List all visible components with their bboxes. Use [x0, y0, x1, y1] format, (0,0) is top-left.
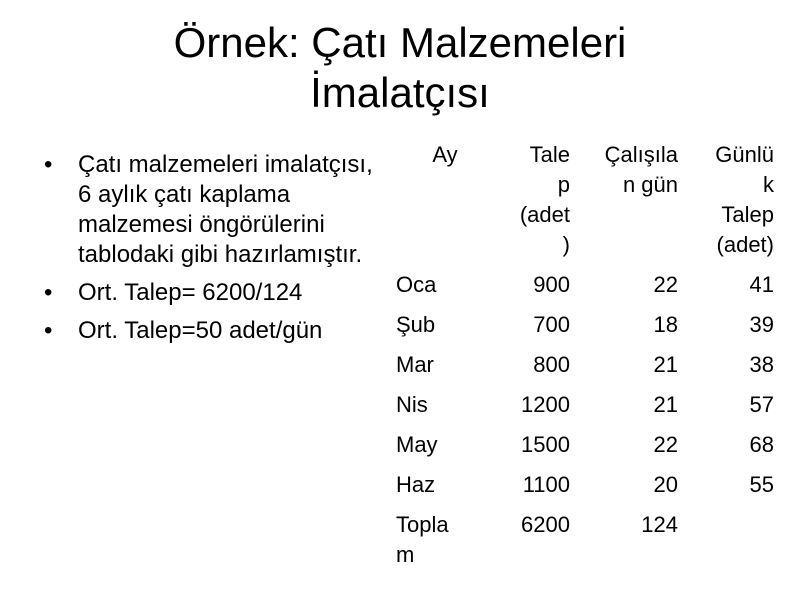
cell-talep: 1500 [521, 432, 570, 457]
slide-title-line1: Örnek: Çatı Malzemeleri [173, 19, 627, 66]
cell-gunluk: 68 [749, 432, 774, 457]
cell-gunluk: 39 [749, 312, 774, 337]
bullet-item: • Ort. Talep=50 adet/gün [44, 317, 323, 344]
cell-ay: Nis [396, 392, 428, 417]
table-row [392, 470, 774, 510]
table-row [392, 430, 774, 470]
cell-gun: 18 [653, 312, 678, 337]
bullet-list [40, 150, 390, 354]
cell-total-gunluk [678, 510, 774, 570]
cell-gun: 22 [653, 432, 678, 457]
table-row [392, 310, 774, 350]
cell-ay: Haz [396, 472, 436, 497]
bullet-text: Ort. Talep=50 adet/gün [78, 317, 323, 344]
cell-total-gun: 124 [641, 512, 678, 537]
bullet-text: Ort. Talep= 6200/124 [78, 279, 303, 306]
bullet-item: • Çatı malzemeleri imalatçısı, 6 aylık çatı kaplama malzemesi öngörülerini tablodaki gibi hazırlamıştır. [44, 151, 373, 268]
cell-gunluk: 57 [749, 392, 774, 417]
cell-talep: 900 [533, 272, 570, 297]
cell-total-label: Topla m [396, 512, 449, 567]
header-talep: Tale p (adet ) [519, 142, 570, 257]
cell-total-talep: 6200 [521, 512, 570, 537]
slide-title [40, 18, 760, 118]
cell-ay: May [396, 432, 438, 457]
table-row [392, 350, 774, 390]
cell-ay: Mar [396, 352, 434, 377]
cell-gun: 21 [653, 392, 678, 417]
demand-table [392, 140, 774, 570]
cell-gun: 21 [653, 352, 678, 377]
header-gunluk-talep: Günlü k Talep (adet) [715, 142, 774, 257]
table-row [392, 390, 774, 430]
cell-ay: Oca [396, 272, 437, 297]
cell-gun: 22 [653, 272, 678, 297]
cell-talep: 700 [533, 312, 570, 337]
header-calisilan-gun: Çalışıla n gün [604, 142, 678, 197]
cell-talep: 1200 [521, 392, 570, 417]
cell-gunluk: 41 [749, 272, 774, 297]
table-row [392, 270, 774, 310]
cell-talep: 800 [533, 352, 570, 377]
bullet-item: • Ort. Talep= 6200/124 [44, 279, 303, 306]
cell-gun: 20 [653, 472, 678, 497]
table-header-row [392, 140, 774, 270]
cell-ay: Şub [396, 312, 436, 337]
table-total-row [392, 510, 774, 570]
slide-title-line2: İmalatçısı [310, 69, 490, 116]
header-ay: Ay [432, 142, 458, 167]
cell-gunluk: 38 [749, 352, 774, 377]
cell-talep: 1100 [522, 472, 570, 497]
cell-gunluk: 55 [749, 472, 774, 497]
bullet-text: Çatı malzemeleri imalatçısı, 6 aylık çatı kaplama malzemesi öngörülerini tablodaki gibi hazırlamıştır. [78, 151, 373, 268]
